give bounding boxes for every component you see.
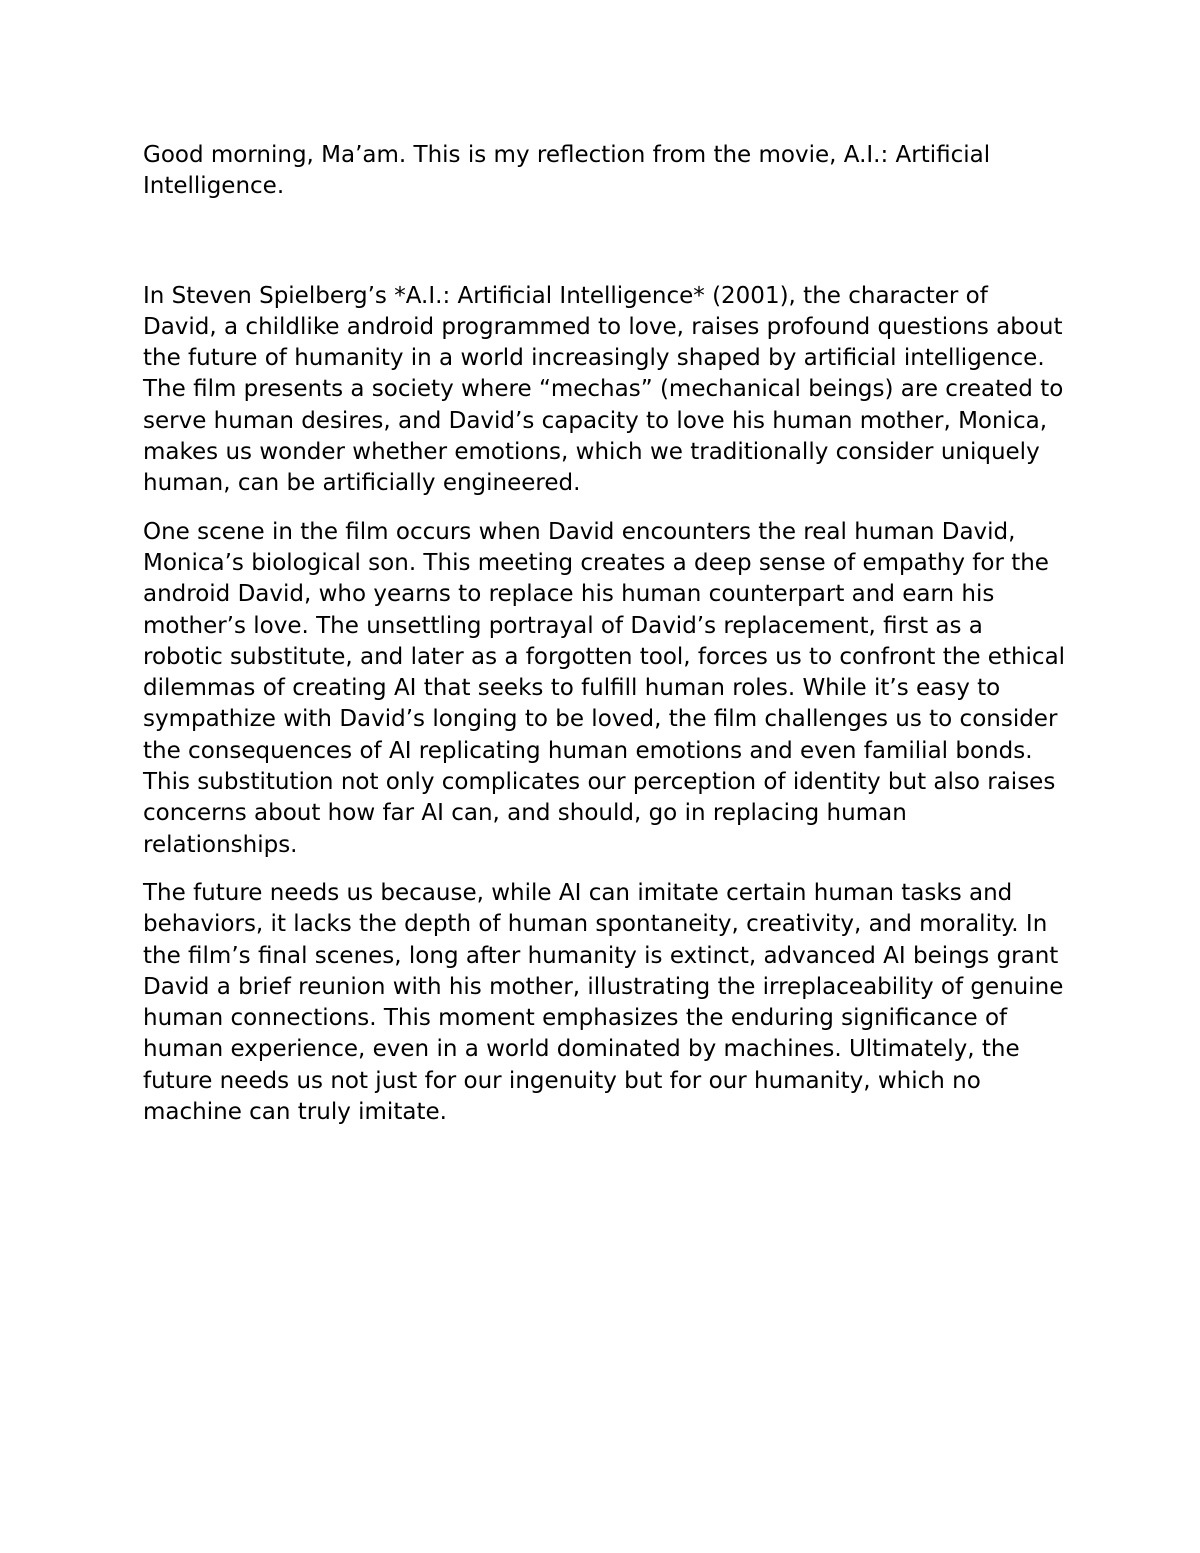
body-paragraph-2: One scene in the film occurs when David encounters the real human David, Monica’s biological son. This meeting creates a deep sense of empathy for the android David, who yearns to replace his human counterpart and earn his mother’s love. The unsettling portrayal of David’s replacement, first as a robotic substitute, and later as a forgotten tool, forces us to confront the ethical dilemmas of creating AI that seeks to fulfill human roles. While it’s easy to sympathize with David’s longing to be loved, the film challenges us to consider the consequences of AI replicating human emotions and even familial bonds. This substitution not only complicates our perception of identity but also raises concerns about how far AI can, and should, go in replacing human relationships. <box>143 518 1066 858</box>
document-body <box>143 140 1068 1145</box>
body-paragraph-1: In Steven Spielberg’s *A.I.: Artificial Intelligence* (2001), the character of David, a childlike android programmed to love, raises profound questions about the future of humanity in a world increasingly shaped by artificial intelligence. The film presents a society where “mechas” (mechanical beings) are created to serve human desires, and David’s capacity to love his human mother, Monica, makes us wonder whether emotions, which we traditionally consider uniquely human, can be artificially engineered. <box>143 282 1064 497</box>
greeting-paragraph: Good morning, Ma’am. This is my reflection from the movie, A.I.: Artificial Intelligence. <box>143 142 991 200</box>
body-paragraph-3: The future needs us because, while AI can imitate certain human tasks and behaviors, it lacks the depth of human spontaneity, creativity, and morality. In the film’s final scenes, long after humanity is extinct, advanced AI beings grant David a brief reunion with his mother, illustrating the irreplaceability of genuine human connections. This moment emphasizes the enduring significance of human experience, even in a world dominated by machines. Ultimately, the future needs us not just for our ingenuity but for our humanity, which no machine can truly imitate. <box>143 879 1064 1126</box>
